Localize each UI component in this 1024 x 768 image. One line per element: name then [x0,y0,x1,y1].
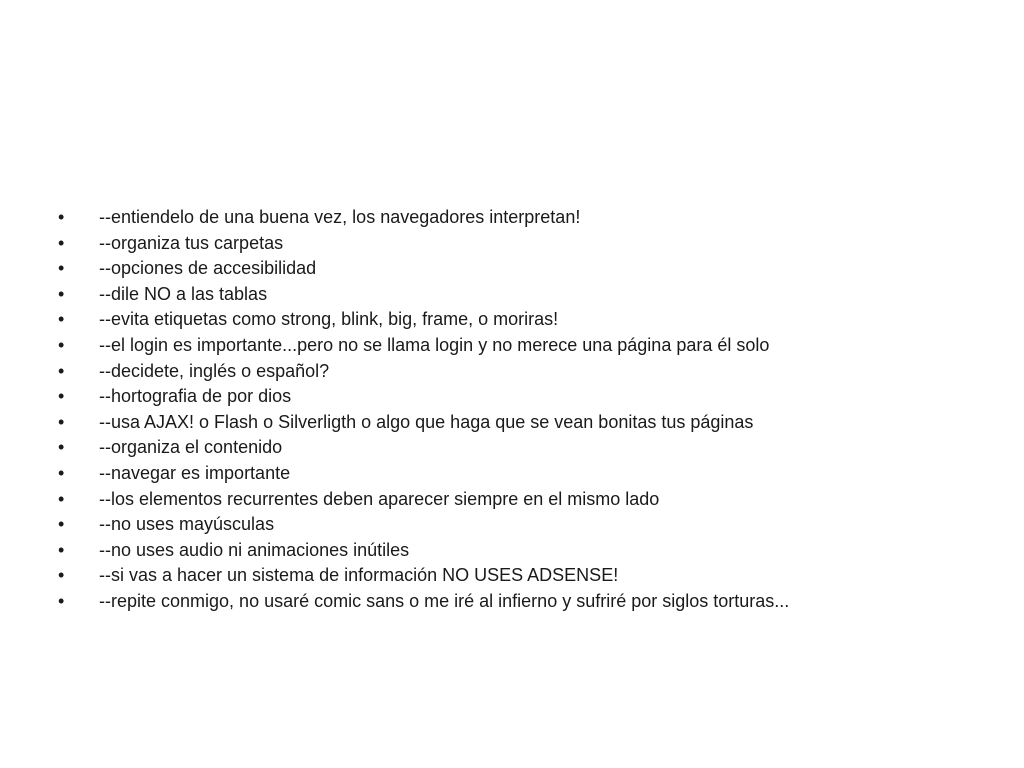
list-item-text: --si vas a hacer un sistema de información NO USES ADSENSE! [99,565,619,586]
list-item [58,282,998,308]
list-item-text: --hortografia de por dios [99,386,292,407]
list-item [58,256,998,282]
list-item [58,384,998,410]
list-item [58,359,998,385]
list-item-text: --dile NO a las tablas [99,283,268,304]
bullet-icon: • [58,334,65,355]
list-item [58,231,998,257]
bullet-icon: • [58,565,65,586]
bullet-icon: • [58,488,65,509]
bullet-icon: • [58,309,65,330]
bullet-icon: • [58,386,65,407]
bullet-icon: • [58,462,65,483]
list-item-text: --opciones de accesibilidad [99,258,317,279]
bullet-icon: • [58,514,65,535]
list-item-text: --entiendelo de una buena vez, los navegadores interpretan! [99,207,581,227]
list-item [58,461,998,487]
list-item-text: --no uses mayúsculas [99,514,275,535]
list-item [58,307,998,333]
list-item [58,487,998,513]
list-item-text: --organiza el contenido [99,437,283,458]
list-item-text: --organiza tus carpetas [99,232,284,253]
list-item [58,205,998,231]
list-item [58,435,998,461]
list-item [58,512,998,538]
list-item [58,333,998,359]
list-item [58,563,998,589]
bullet-icon: • [58,232,65,253]
list-item [58,410,998,436]
list-item-text: --no uses audio ni animaciones inútiles [99,539,410,560]
list-item-text: --el login es importante...pero no se llama login y no merece una página para él solo [99,334,770,355]
bullet-icon: • [58,360,65,381]
bullet-icon: • [58,437,65,458]
bullet-icon: • [58,283,65,304]
list-item-text: --usa AJAX! o Flash o Silverligth o algo que haga que se vean bonitas tus páginas [99,411,754,432]
list-item-text: --repite conmigo, no usaré comic sans o me iré al infierno y sufriré por siglos torturas... [99,590,790,611]
list-item-text: --decidete, inglés o español? [99,360,330,381]
list-item [58,538,998,564]
bullet-list [58,205,998,615]
bullet-icon: • [58,411,65,432]
bullet-icon: • [58,590,65,611]
list-item-text: --evita etiquetas como strong, blink, big, frame, o moriras! [99,309,559,330]
list-item-text: --los elementos recurrentes deben aparecer siempre en el mismo lado [99,488,660,509]
list-item [58,589,998,615]
bullet-icon: • [58,258,65,279]
bullet-icon: • [58,207,65,227]
bullet-icon: • [58,539,65,560]
list-item-text: --navegar es importante [99,462,291,483]
